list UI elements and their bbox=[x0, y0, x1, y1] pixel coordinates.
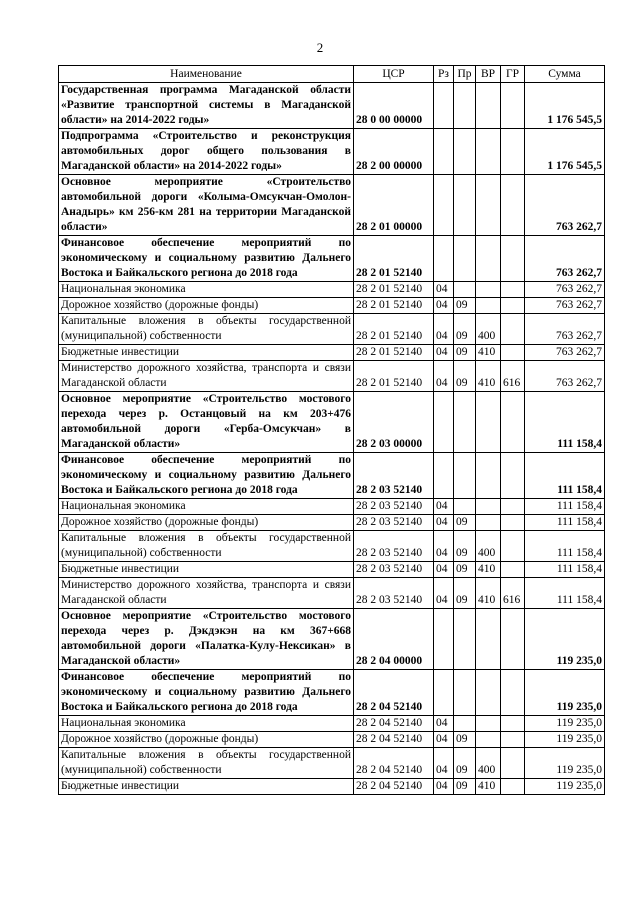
table-row bbox=[59, 314, 605, 345]
rz-cell: 04 bbox=[434, 748, 454, 779]
name-cell: Государственная программа Магаданской области «Развитие транспортной системы в Магаданской области» на 2014-2022 годы» bbox=[59, 83, 354, 129]
name-cell: Капитальные вложения в объекты государственной (муниципальной) собственности bbox=[59, 314, 354, 345]
rz-cell: 04 bbox=[434, 732, 454, 748]
table-row bbox=[59, 453, 605, 499]
gr-cell bbox=[501, 562, 525, 578]
vr-cell bbox=[476, 453, 501, 499]
vr-cell bbox=[476, 515, 501, 531]
table-row bbox=[59, 129, 605, 175]
sum-cell: 1 176 545,5 bbox=[525, 129, 605, 175]
code-cell: 28 2 04 52140 bbox=[354, 779, 434, 795]
code-cell: 28 2 01 52140 bbox=[354, 236, 434, 282]
sum-cell: 119 235,0 bbox=[525, 748, 605, 779]
table-row bbox=[59, 298, 605, 314]
table-row bbox=[59, 716, 605, 732]
rz-cell: 04 bbox=[434, 578, 454, 609]
table-row bbox=[59, 562, 605, 578]
name-cell: Дорожное хозяйство (дорожные фонды) bbox=[59, 515, 354, 531]
pr-cell: 09 bbox=[454, 748, 476, 779]
vr-cell: 410 bbox=[476, 361, 501, 392]
vr-cell bbox=[476, 236, 501, 282]
pr-cell: 09 bbox=[454, 314, 476, 345]
rz-cell: 04 bbox=[434, 515, 454, 531]
rz-cell: 04 bbox=[434, 716, 454, 732]
name-cell: Бюджетные инвестиции bbox=[59, 562, 354, 578]
name-cell: Финансовое обеспечение мероприятий по экономическому и социальному развитию Дальнего Востока и Байкальского региона до 2018 года bbox=[59, 236, 354, 282]
pr-cell: 09 bbox=[454, 732, 476, 748]
name-cell: Капитальные вложения в объекты государственной (муниципальной) собственности bbox=[59, 531, 354, 562]
sum-cell: 763 262,7 bbox=[525, 298, 605, 314]
vr-cell: 400 bbox=[476, 531, 501, 562]
table-row bbox=[59, 236, 605, 282]
vr-cell: 400 bbox=[476, 748, 501, 779]
vr-cell bbox=[476, 732, 501, 748]
code-cell: 28 2 01 52140 bbox=[354, 361, 434, 392]
rz-cell: 04 bbox=[434, 282, 454, 298]
code-cell: 28 2 01 52140 bbox=[354, 282, 434, 298]
gr-cell bbox=[501, 236, 525, 282]
header-name: Наименование bbox=[59, 66, 354, 83]
sum-cell: 763 262,7 bbox=[525, 175, 605, 236]
table-row bbox=[59, 748, 605, 779]
rz-cell: 04 bbox=[434, 779, 454, 795]
name-cell: Национальная экономика bbox=[59, 499, 354, 515]
name-cell: Национальная экономика bbox=[59, 282, 354, 298]
sum-cell: 119 235,0 bbox=[525, 732, 605, 748]
name-cell: Бюджетные инвестиции bbox=[59, 779, 354, 795]
code-cell: 28 2 01 52140 bbox=[354, 345, 434, 361]
vr-cell bbox=[476, 392, 501, 453]
gr-cell: 616 bbox=[501, 361, 525, 392]
pr-cell bbox=[454, 83, 476, 129]
name-cell: Основное мероприятие «Строительство мостового перехода через р. Останцовый на км 203+476 автомобильной дороги «Герба-Омсукчан» в Магаданской области» bbox=[59, 392, 354, 453]
code-cell: 28 2 03 00000 bbox=[354, 392, 434, 453]
name-cell: Национальная экономика bbox=[59, 716, 354, 732]
vr-cell: 410 bbox=[476, 578, 501, 609]
code-cell: 28 2 03 52140 bbox=[354, 453, 434, 499]
code-cell: 28 2 04 52140 bbox=[354, 748, 434, 779]
table-row bbox=[59, 361, 605, 392]
code-cell: 28 2 01 52140 bbox=[354, 298, 434, 314]
pr-cell bbox=[454, 609, 476, 670]
name-cell: Дорожное хозяйство (дорожные фонды) bbox=[59, 732, 354, 748]
vr-cell bbox=[476, 499, 501, 515]
name-cell: Бюджетные инвестиции bbox=[59, 345, 354, 361]
vr-cell: 410 bbox=[476, 779, 501, 795]
sum-cell: 111 158,4 bbox=[525, 562, 605, 578]
gr-cell bbox=[501, 345, 525, 361]
pr-cell bbox=[454, 499, 476, 515]
name-cell: Министерство дорожного хозяйства, транспорта и связи Магаданской области bbox=[59, 578, 354, 609]
header-pr: Пр bbox=[454, 66, 476, 83]
table-row bbox=[59, 578, 605, 609]
pr-cell: 09 bbox=[454, 515, 476, 531]
rz-cell bbox=[434, 670, 454, 716]
code-cell: 28 2 03 52140 bbox=[354, 499, 434, 515]
rz-cell bbox=[434, 453, 454, 499]
table-row bbox=[59, 779, 605, 795]
rz-cell bbox=[434, 236, 454, 282]
rz-cell: 04 bbox=[434, 298, 454, 314]
code-cell: 28 2 04 00000 bbox=[354, 609, 434, 670]
code-cell: 28 2 00 00000 bbox=[354, 129, 434, 175]
vr-cell bbox=[476, 83, 501, 129]
name-cell: Основное мероприятие «Строительство мостового перехода через р. Дэкдэкэн на км 367+668 автомобильной дороги «Палатка-Кулу-Нексикан» в Магаданской области» bbox=[59, 609, 354, 670]
name-cell: Подпрограмма «Строительство и реконструкция автомобильных дорог общего пользования в Магаданской области» на 2014-2022 годы» bbox=[59, 129, 354, 175]
table-row bbox=[59, 499, 605, 515]
gr-cell bbox=[501, 453, 525, 499]
sum-cell: 111 158,4 bbox=[525, 453, 605, 499]
code-cell: 28 2 01 52140 bbox=[354, 314, 434, 345]
table-row bbox=[59, 609, 605, 670]
sum-cell: 111 158,4 bbox=[525, 578, 605, 609]
gr-cell bbox=[501, 499, 525, 515]
sum-cell: 1 176 545,5 bbox=[525, 83, 605, 129]
header-rz: Рз bbox=[434, 66, 454, 83]
pr-cell bbox=[454, 282, 476, 298]
rz-cell bbox=[434, 175, 454, 236]
table-row bbox=[59, 531, 605, 562]
vr-cell bbox=[476, 298, 501, 314]
header-vr: ВР bbox=[476, 66, 501, 83]
table-row bbox=[59, 392, 605, 453]
pr-cell: 09 bbox=[454, 578, 476, 609]
code-cell: 28 2 04 52140 bbox=[354, 670, 434, 716]
pr-cell: 09 bbox=[454, 361, 476, 392]
gr-cell bbox=[501, 282, 525, 298]
vr-cell bbox=[476, 129, 501, 175]
budget-table bbox=[58, 65, 605, 795]
gr-cell bbox=[501, 531, 525, 562]
pr-cell bbox=[454, 670, 476, 716]
rz-cell: 04 bbox=[434, 345, 454, 361]
pr-cell: 09 bbox=[454, 779, 476, 795]
code-cell: 28 2 03 52140 bbox=[354, 578, 434, 609]
table-body bbox=[59, 83, 605, 795]
gr-cell bbox=[501, 298, 525, 314]
sum-cell: 119 235,0 bbox=[525, 716, 605, 732]
name-cell: Финансовое обеспечение мероприятий по экономическому и социальному развитию Дальнего Востока и Байкальского региона до 2018 года bbox=[59, 453, 354, 499]
sum-cell: 111 158,4 bbox=[525, 515, 605, 531]
vr-cell bbox=[476, 670, 501, 716]
sum-cell: 111 158,4 bbox=[525, 392, 605, 453]
gr-cell bbox=[501, 515, 525, 531]
pr-cell bbox=[454, 129, 476, 175]
gr-cell bbox=[501, 748, 525, 779]
sum-cell: 119 235,0 bbox=[525, 779, 605, 795]
sum-cell: 119 235,0 bbox=[525, 670, 605, 716]
code-cell: 28 2 03 52140 bbox=[354, 531, 434, 562]
rz-cell: 04 bbox=[434, 361, 454, 392]
rz-cell: 04 bbox=[434, 531, 454, 562]
sum-cell: 111 158,4 bbox=[525, 531, 605, 562]
code-cell: 28 0 00 00000 bbox=[354, 83, 434, 129]
rz-cell: 04 bbox=[434, 314, 454, 345]
table-row bbox=[59, 345, 605, 361]
table-row bbox=[59, 282, 605, 298]
rz-cell bbox=[434, 83, 454, 129]
pr-cell: 09 bbox=[454, 562, 476, 578]
vr-cell bbox=[476, 282, 501, 298]
pr-cell bbox=[454, 716, 476, 732]
sum-cell: 119 235,0 bbox=[525, 609, 605, 670]
table-header-row bbox=[59, 66, 605, 83]
table-row bbox=[59, 732, 605, 748]
rz-cell: 04 bbox=[434, 562, 454, 578]
pr-cell bbox=[454, 236, 476, 282]
name-cell: Дорожное хозяйство (дорожные фонды) bbox=[59, 298, 354, 314]
sum-cell: 763 262,7 bbox=[525, 314, 605, 345]
gr-cell bbox=[501, 732, 525, 748]
table-row bbox=[59, 670, 605, 716]
name-cell: Финансовое обеспечение мероприятий по экономическому и социальному развитию Дальнего Востока и Байкальского региона до 2018 года bbox=[59, 670, 354, 716]
header-gr: ГР bbox=[501, 66, 525, 83]
vr-cell bbox=[476, 609, 501, 670]
sum-cell: 763 262,7 bbox=[525, 282, 605, 298]
vr-cell: 400 bbox=[476, 314, 501, 345]
gr-cell bbox=[501, 175, 525, 236]
pr-cell: 09 bbox=[454, 298, 476, 314]
vr-cell: 410 bbox=[476, 562, 501, 578]
table-row bbox=[59, 175, 605, 236]
code-cell: 28 2 04 52140 bbox=[354, 716, 434, 732]
rz-cell bbox=[434, 129, 454, 175]
sum-cell: 111 158,4 bbox=[525, 499, 605, 515]
pr-cell: 09 bbox=[454, 531, 476, 562]
pr-cell: 09 bbox=[454, 345, 476, 361]
page-number: 2 bbox=[316, 40, 324, 55]
name-cell: Основное мероприятие «Строительство автомобильной дороги «Колыма-Омсукчан-Омолон-Анадырь» км 256-км 281 на территории Магаданской области» bbox=[59, 175, 354, 236]
sum-cell: 763 262,7 bbox=[525, 361, 605, 392]
name-cell: Капитальные вложения в объекты государственной (муниципальной) собственности bbox=[59, 748, 354, 779]
table-row bbox=[59, 515, 605, 531]
code-cell: 28 2 01 00000 bbox=[354, 175, 434, 236]
code-cell: 28 2 03 52140 bbox=[354, 562, 434, 578]
gr-cell bbox=[501, 670, 525, 716]
header-code: ЦСР bbox=[354, 66, 434, 83]
gr-cell bbox=[501, 779, 525, 795]
pr-cell bbox=[454, 175, 476, 236]
rz-cell bbox=[434, 392, 454, 453]
rz-cell: 04 bbox=[434, 499, 454, 515]
vr-cell bbox=[476, 175, 501, 236]
gr-cell bbox=[501, 609, 525, 670]
gr-cell bbox=[501, 314, 525, 345]
vr-cell bbox=[476, 716, 501, 732]
pr-cell bbox=[454, 392, 476, 453]
table-row bbox=[59, 83, 605, 129]
gr-cell bbox=[501, 129, 525, 175]
gr-cell: 616 bbox=[501, 578, 525, 609]
name-cell: Министерство дорожного хозяйства, транспорта и связи Магаданской области bbox=[59, 361, 354, 392]
sum-cell: 763 262,7 bbox=[525, 345, 605, 361]
rz-cell bbox=[434, 609, 454, 670]
pr-cell bbox=[454, 453, 476, 499]
gr-cell bbox=[501, 716, 525, 732]
code-cell: 28 2 03 52140 bbox=[354, 515, 434, 531]
gr-cell bbox=[501, 392, 525, 453]
vr-cell: 410 bbox=[476, 345, 501, 361]
gr-cell bbox=[501, 83, 525, 129]
code-cell: 28 2 04 52140 bbox=[354, 732, 434, 748]
header-sum: Сумма bbox=[525, 66, 605, 83]
sum-cell: 763 262,7 bbox=[525, 236, 605, 282]
